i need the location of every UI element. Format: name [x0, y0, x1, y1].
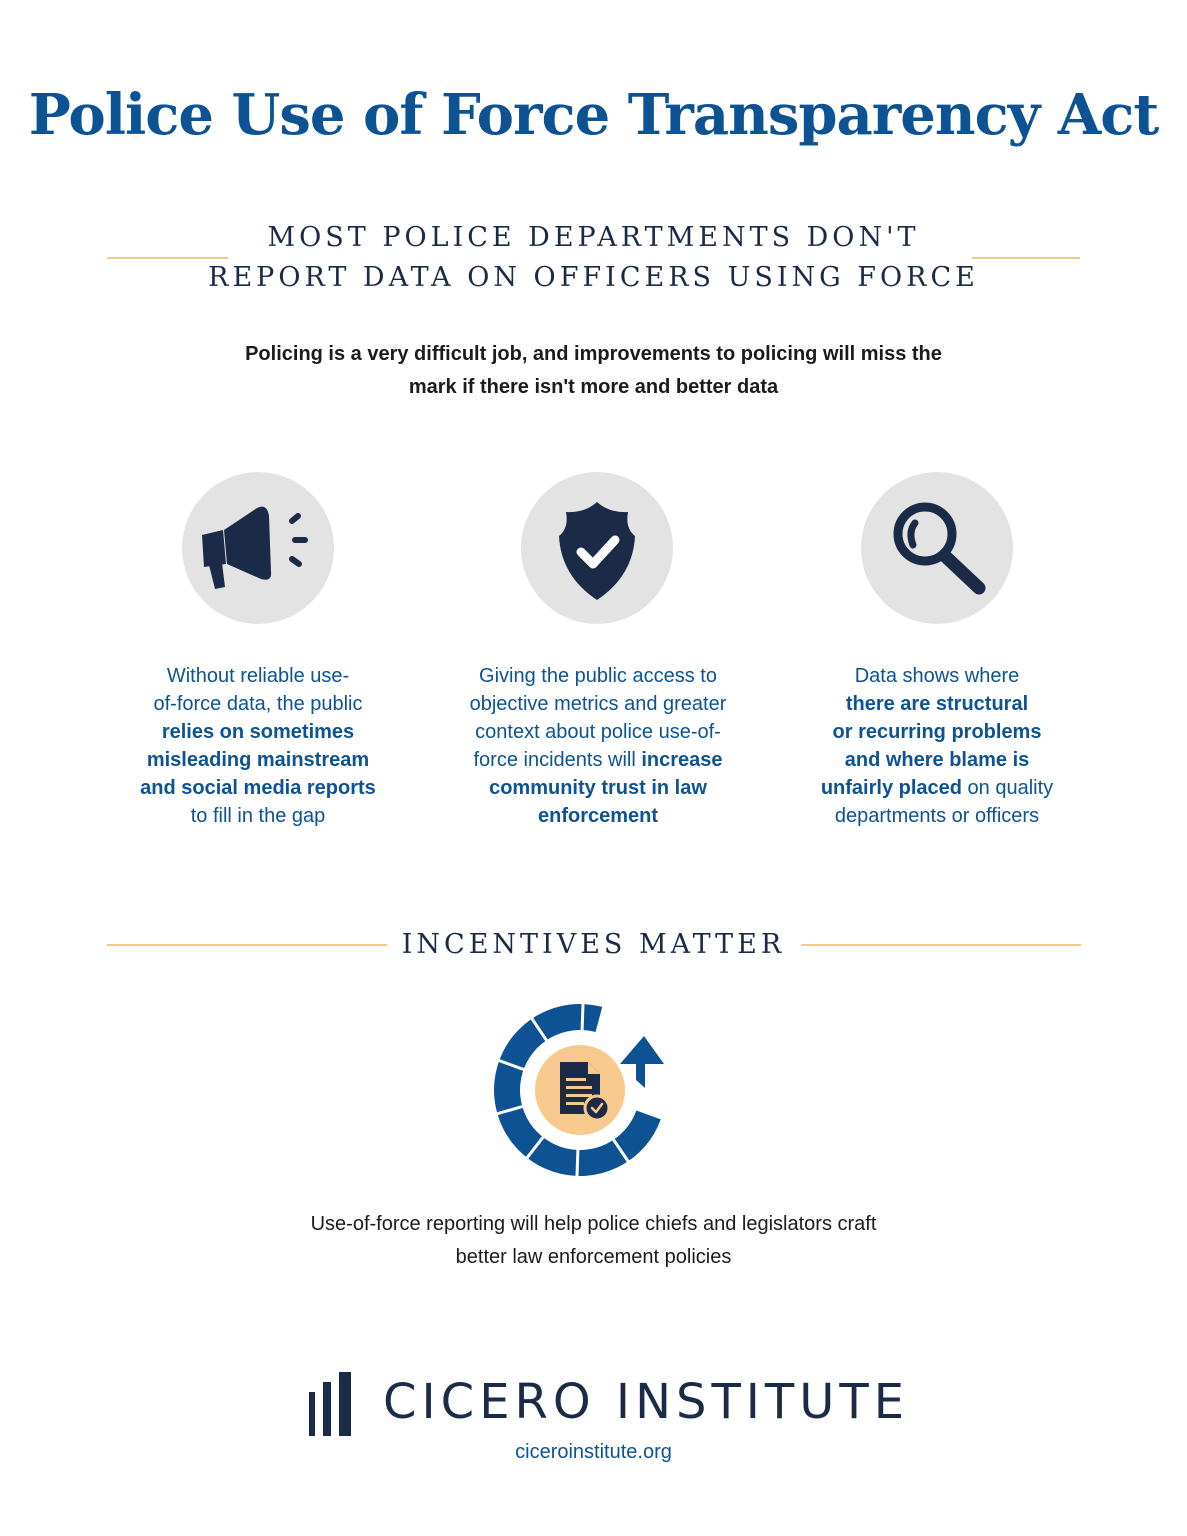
column-text-2: Giving the public access to objective metrics and greater context about police use-of- force incidents will increase community trust in law enforcement [469, 665, 727, 827]
ring-divider [577, 1149, 578, 1177]
document-cycle-icon [488, 1002, 688, 1182]
closing-text: Use-of-force reporting will help police chiefs and legislators craft better law enforcement policies [310, 1213, 877, 1268]
section-heading [0, 218, 1187, 298]
website-link[interactable]: ciceroinstitute.org [515, 1441, 672, 1463]
magnifying-glass-icon [861, 472, 1013, 624]
incentives-heading: INCENTIVES MATTER [401, 929, 786, 960]
cicero-logo-text: CICERO INSTITUTE [383, 1374, 910, 1430]
cicero-logo-columns-icon [307, 1370, 355, 1438]
column-text-3: Data shows where there are structural or recurring problems and where blame is unfairly placed on quality departments or officers [820, 665, 1054, 827]
page-title: Police Use of Force Transparency Act [28, 82, 1159, 148]
shield-check-icon [521, 472, 673, 624]
megaphone-icon-circle [182, 472, 334, 624]
intro-text: Policing is a very difficult job, and improvements to policing will miss the mark if there isn't more and better data [245, 343, 942, 398]
cycle-arrow [620, 1036, 664, 1088]
shield-icon-circle [521, 472, 673, 624]
ring-divider [582, 1003, 583, 1031]
section-heading-line2: REPORT DATA ON OFFICERS USING FORCE [208, 262, 979, 293]
section-heading-line1: MOST POLICE DEPARTMENTS DON'T [267, 222, 920, 253]
megaphone-icon [182, 472, 334, 624]
magnifier-icon-circle [861, 472, 1013, 624]
column-text-1: Without reliable use- of-force data, the public relies on sometimes misleading mainstream and social media reports to fill in the gap [140, 665, 376, 827]
